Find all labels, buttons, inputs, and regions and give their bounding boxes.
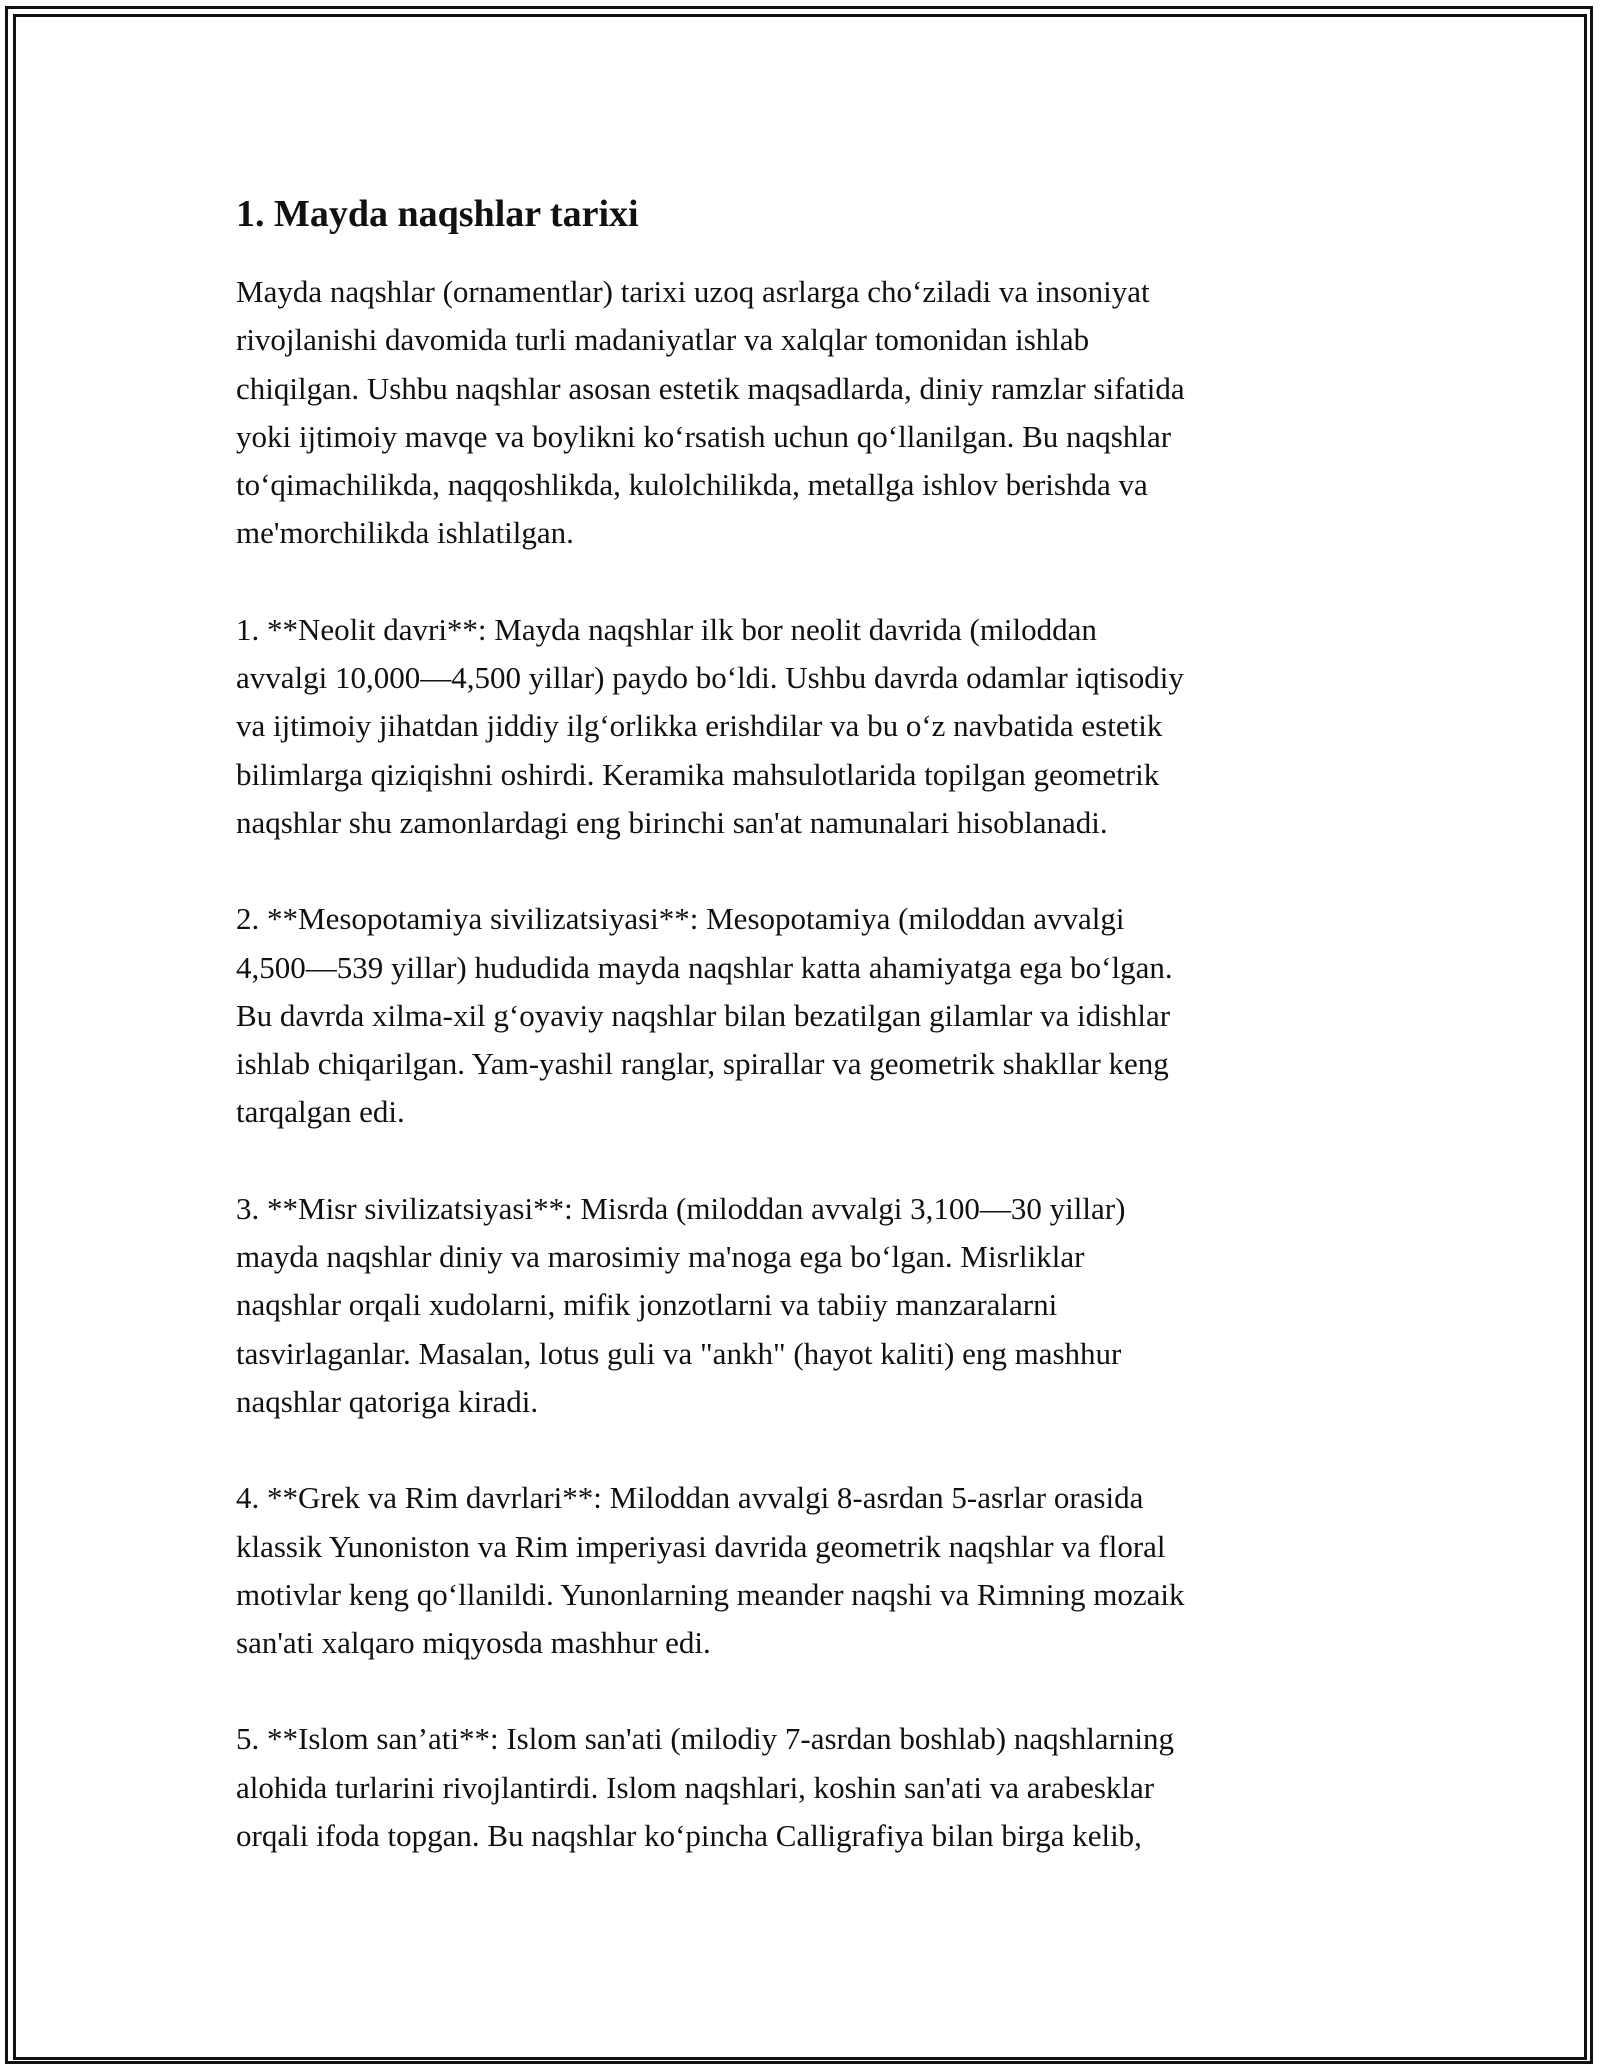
- greek-roman-paragraph: 4. **Grek va Rim davrlari**: Miloddan avvalgi 8-asrdan 5-asrlar orasida klassik Yunoniston va Rim imperiyasi davrida geometrik naqshlar va floral motivlar keng qo‘llanildi. Yunonlarning meander naqshi va Rimning mozaik san'ati xalqaro miqyosda mashhur edi.: [236, 1480, 1185, 1661]
- islamic-art-paragraph: 5. **Islom san’ati**: Islom san'ati (milodiy 7-asrdan boshlab) naqshlarning alohida turlarini rivojlantirdi. Islom naqshlari, koshin san'ati va arabesklar orqali ifoda topgan. Bu naqshlar ko‘pincha Calligrafiya bilan birga kelib,: [236, 1721, 1175, 1854]
- document-body: [236, 190, 1366, 1908]
- mesopotamia-paragraph: 2. **Mesopotamiya sivilizatsiyasi**: Mesopotamiya (miloddan avvalgi 4,500—539 yillar) hududida mayda naqshlar katta ahamiyatga ega bo‘lgan. Bu davrda xilma-xil g‘oyaviy naqshlar bilan bezatilgan gilamlar va idishlar ishlab chiqarilgan. Yam-yashil ranglar, spirallar va geometrik shakllar keng tarqalgan edi.: [236, 901, 1173, 1130]
- section-heading: 1. Mayda naqshlar tarixi: [236, 193, 639, 235]
- egypt-paragraph: 3. **Misr sivilizatsiyasi**: Misrda (miloddan avvalgi 3,100—30 yillar) mayda naqshlar diniy va marosimiy ma'noga ega bo‘lgan. Misrliklar naqshlar orqali xudolarni, mifik jonzotlarni va tabiiy manzaralarni tasvirlaganlar. Masalan, lotus guli va "ankh" (hayot kaliti) eng mashhur naqshlar qatoriga kiradi.: [236, 1190, 1126, 1419]
- neolithic-paragraph: 1. **Neolit davri**: Mayda naqshlar ilk bor neolit davrida (miloddan avvalgi 10,000—4,500 yillar) paydo bo‘ldi. Ushbu davrda odamlar iqtisodiy va ijtimoiy jihatdan jiddiy ilg‘orlikka erishdilar va bu o‘z navbatida estetik bilimlarga qiziqishni oshirdi. Keramika mahsulotlarida topilgan geometrik naqshlar shu zamonlardagi eng birinchi san'at namunalari hisoblanadi.: [236, 611, 1184, 840]
- intro-paragraph: Mayda naqshlar (ornamentlar) tarixi uzoq asrlarga cho‘ziladi va insoniyat rivojlanishi davomida turli madaniyatlar va xalqlar tomonidan ishlab chiqilgan. Ushbu naqshlar asosan estetik maqsadlarda, diniy ramzlar sifatida yoki ijtimoiy mavqe va boylikni ko‘rsatish uchun qo‘llanilgan. Bu naqshlar to‘qimachilikda, naqqoshlikda, kulolchilikda, metallga ishlov berishda va me'morchilikda ishlatilgan.: [236, 274, 1185, 551]
